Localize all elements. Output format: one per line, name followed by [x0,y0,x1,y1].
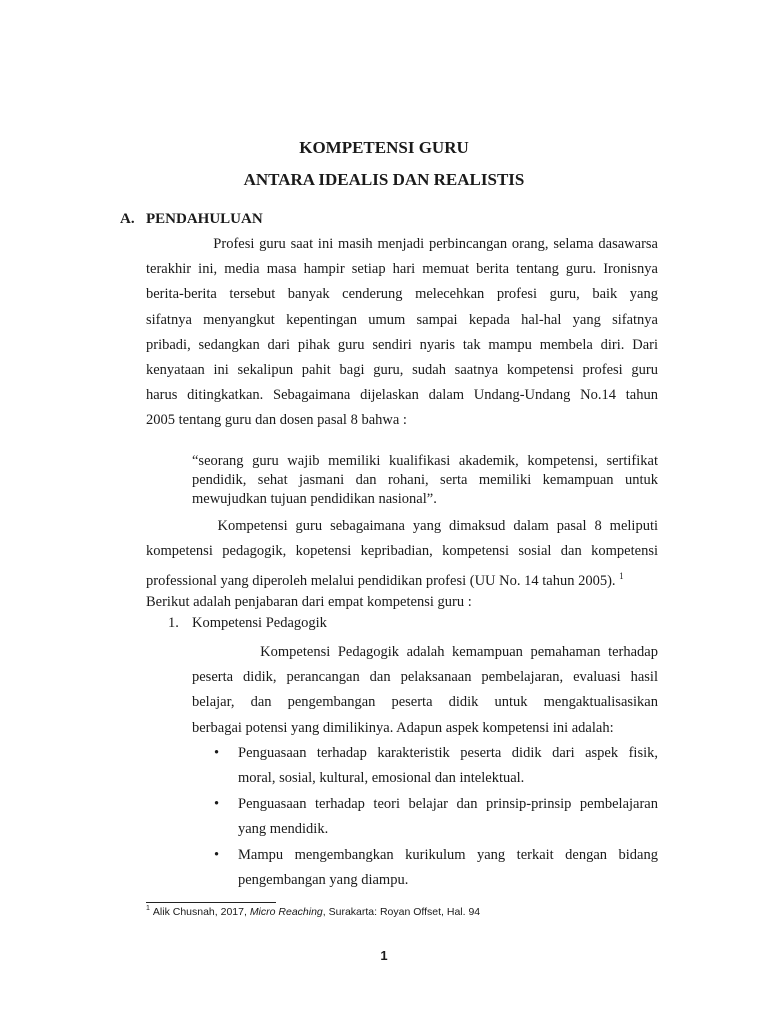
bullet-line: Penguasaan terhadap karakteristik peserta didik dari aspek fisik, [238,745,658,761]
law-quote [192,452,658,509]
paragraph-line: professional yang diperoleh melalui pendidikan profesi (UU No. 14 tahun 2005). [146,573,616,590]
quote-line: mewujudkan tujuan pendidikan nasional”. [192,491,437,507]
paragraph-line: Kompetensi Pedagogik adalah kemampuan pemahaman terhadap [192,644,658,660]
bullet-line: yang mendidik. [238,821,329,838]
footnote-publisher: , Surakarta: Royan Offset, Hal. 94 [322,906,481,918]
document-subtitle: ANTARA IDEALIS DAN REALISTIS [243,170,525,189]
quote-line: “seorang guru wajib memiliki kualifikasi akademik, kompetensi, sertifikat [192,453,658,469]
paragraph-line: 2005 tentang guru dan dosen pasal 8 bahwa : [146,412,407,429]
paragraph-line: berbagai potensi yang dimilikinya. Adapun aspek kompetensi ini adalah: [192,719,614,736]
paragraph-line: belajar, dan pengembangan peserta didik untuk mengaktualisasikan [192,694,658,711]
item-number: 1. [168,615,179,631]
bullet-item [214,792,658,843]
paragraph-line: sifatnya menyangkut kepentingan umum sampai kepada hal-hal yang sifatnya [146,311,658,328]
section-heading [120,211,263,228]
bullet-icon: • [214,847,220,863]
quote-line: pendidik, sehat jasmani dan rohani, serta memiliki kemampuan untuk [192,472,658,488]
paragraph-line: pribadi, sedangkan dari pihak guru sendiri nyaris tak mampu membela diri. Dari [146,336,658,353]
paragraph-line-with-ref [146,564,658,589]
paragraph-line: peserta didik, perancangan dan pelaksanaan pembelajaran, evaluasi hasil [192,669,658,686]
bullet-icon: • [214,796,220,812]
bullet-line: Penguasaan terhadap teori belajar dan prinsip-prinsip pembelajaran [238,796,658,812]
footnote-book-title: Micro Reaching [249,906,323,918]
bullet-line: pengembangan yang diampu. [238,872,409,889]
paragraph-line: kenyataan ini sekalipun pahit bagi guru, sudah saatnya kompetensi profesi guru [146,361,658,378]
paragraph-line: kompetensi pedagogik, kopetensi kepribadian, kompetensi sosial dan kompetensi [146,543,658,560]
footnote-ref[interactable]: 1 [619,571,624,582]
footnote [146,906,480,918]
footnote-divider [146,902,276,903]
section-title: PENDAHULUAN [146,211,263,227]
section-letter: A. [120,211,135,227]
footnote-author: Alik Chusnah, 2017, [152,906,250,918]
footnote-number: 1 [146,905,150,912]
item-label: Kompetensi Pedagogik [192,615,327,631]
paragraph-line: Berikut adalah penjabaran dari empat kompetensi guru : [146,593,472,610]
paragraph-pedagogik [192,640,658,741]
paragraph-line: berita-berita tersebut banyak cenderung melecehkan profesi guru, baik yang [146,286,658,303]
document-title: KOMPETENSI GURU [299,138,469,157]
paragraph-line: harus ditingkatkan. Sebagaimana dijelaskan dalam Undang-Undang No.14 tahun [146,387,658,404]
numbered-item [168,615,327,632]
bullet-item [214,843,658,894]
paragraph-competencies [146,514,658,615]
page-number: 1 [380,948,388,963]
bullet-line: moral, sosial, kultural, emosional dan intelektual. [238,770,525,787]
bullet-icon: • [214,745,220,761]
paragraph-line: Profesi guru saat ini masih menjadi perbincangan orang, selama dasawarsa [146,236,658,252]
bullet-item [214,741,658,792]
paragraph-intro [146,232,658,434]
paragraph-line: terakhir ini, media masa hampir setiap hari memuat berita tentang guru. Ironisnya [146,261,658,278]
bullet-line: Mampu mengembangkan kurikulum yang terkait dengan bidang [238,847,658,863]
paragraph-line: Kompetensi guru sebagaimana yang dimaksud dalam pasal 8 meliputi [146,518,658,534]
